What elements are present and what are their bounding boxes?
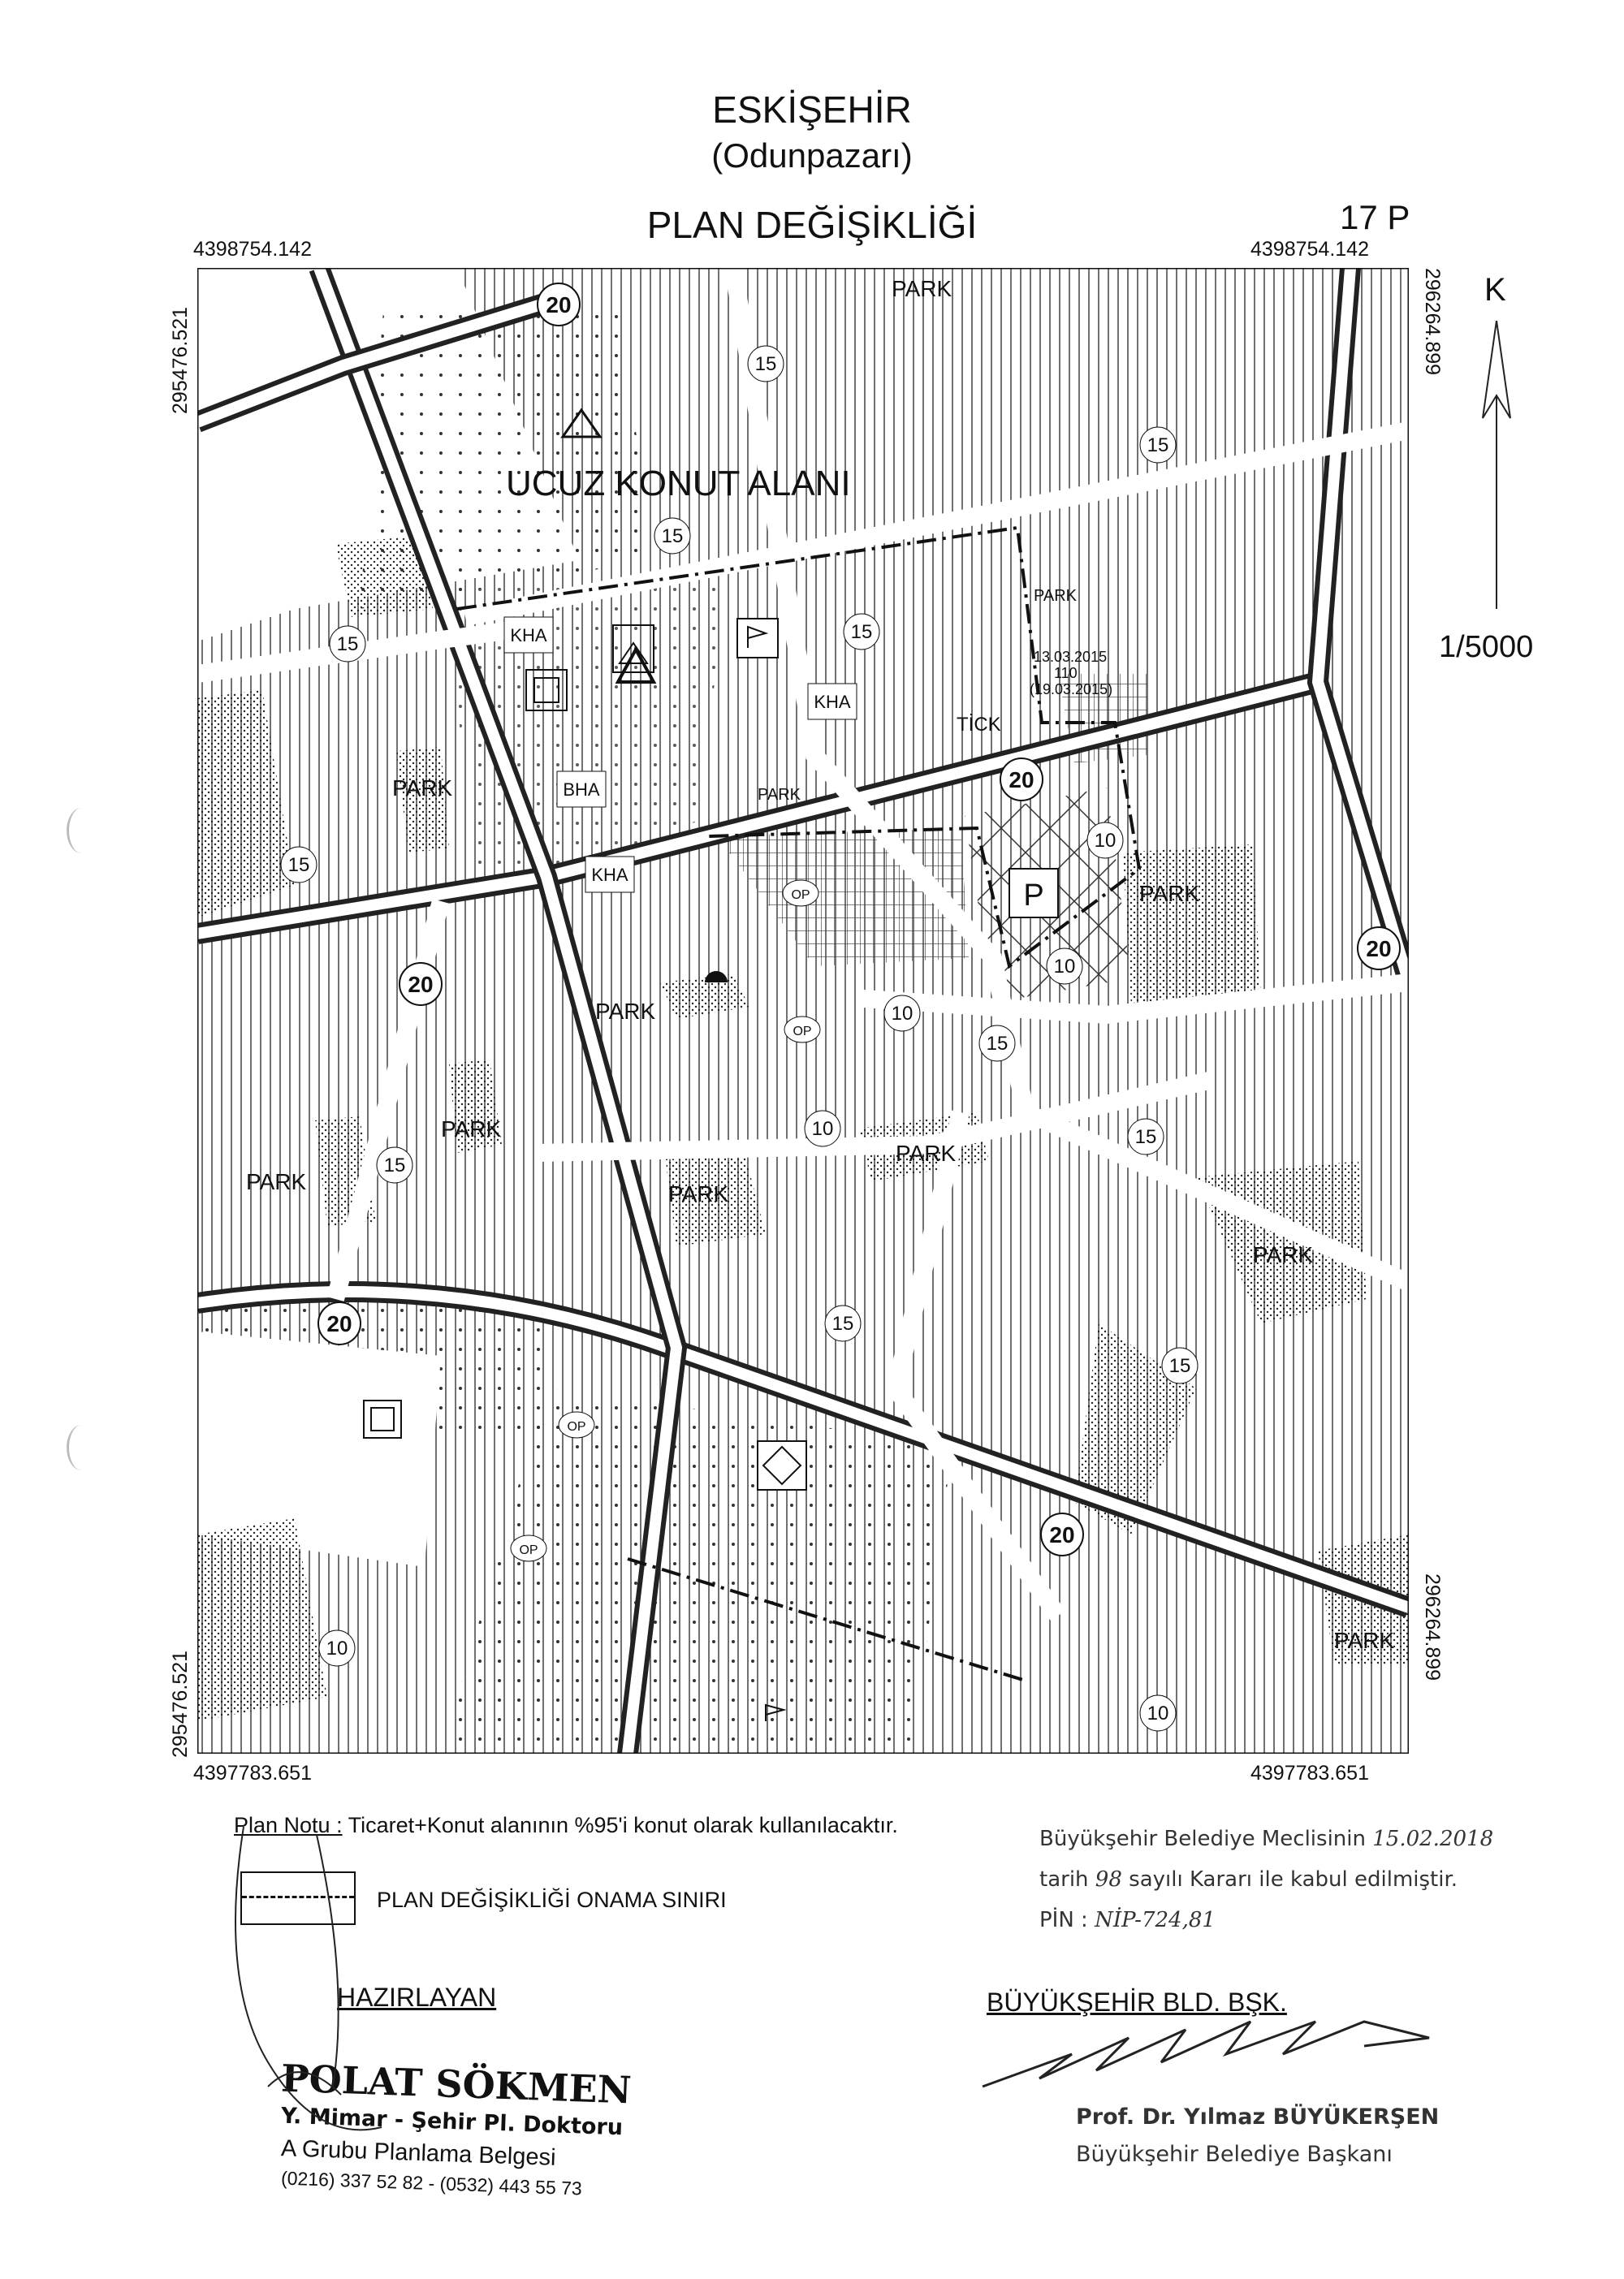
road-width-15 <box>825 1306 861 1341</box>
park-label-12: PARK <box>1034 587 1077 605</box>
plan-map <box>197 268 1409 1754</box>
svg-text:20: 20 <box>546 292 572 317</box>
svg-text:10: 10 <box>1053 956 1076 978</box>
approval-line-2-suffix: sayılı Kararı ile kabul edilmiştir. <box>1129 1867 1458 1892</box>
road-width-20 <box>1041 1513 1083 1556</box>
road-width-20 <box>1358 927 1400 969</box>
road-width-20 <box>1000 758 1043 801</box>
road-width-15 <box>748 346 784 382</box>
coord-top-right: 4398754.142 <box>1250 238 1369 261</box>
parking-box <box>1009 869 1058 917</box>
road-width-15 <box>377 1147 412 1183</box>
mayor-heading: BÜYÜKŞEHİR BLD. BŞK. <box>987 1988 1287 2017</box>
legend-label: PLAN DEĞİŞİKLİĞİ ONAMA SINIRI <box>377 1888 727 1912</box>
svg-text:20: 20 <box>1009 767 1034 792</box>
svg-text:10: 10 <box>326 1638 348 1660</box>
kha-box <box>585 857 634 892</box>
svg-text:P: P <box>1023 878 1044 913</box>
op-badge <box>559 1412 594 1438</box>
approval-pin-hand: NİP-724,81 <box>1095 1908 1216 1932</box>
mayor-name: Prof. Dr. Yılmaz BÜYÜKERŞEN <box>1076 2104 1440 2130</box>
park-label-2: PARK <box>392 775 453 801</box>
coord-left-top: 295476.521 <box>169 306 192 414</box>
op-badge <box>511 1535 546 1561</box>
svg-text:10: 10 <box>891 1003 914 1025</box>
coord-right-top: 296264.899 <box>1421 268 1444 376</box>
preparer-name: POLAT SÖKMEN <box>280 2056 633 2113</box>
park-label-9: PARK <box>896 1141 957 1166</box>
svg-text:OP: OP <box>567 1420 586 1434</box>
svg-text:15: 15 <box>661 525 684 547</box>
road-width-20 <box>318 1302 361 1345</box>
svg-text:OP: OP <box>791 888 810 902</box>
park-label-7: PARK <box>246 1169 307 1194</box>
svg-text:KHA: KHA <box>510 625 547 645</box>
mayor-signature <box>974 2005 1462 2095</box>
svg-text:15: 15 <box>986 1033 1009 1055</box>
mayor-title: Büyükşehir Belediye Başkanı <box>1076 2142 1393 2167</box>
road-width-10 <box>1140 1695 1176 1731</box>
approval-date-hand: 15.02.2018 <box>1372 1827 1494 1851</box>
op-badge <box>784 1016 820 1042</box>
park-label-3: PARK <box>758 786 801 804</box>
preparer-signature <box>219 1819 406 2192</box>
road-width-15 <box>1140 427 1176 463</box>
sheet-number: 17 P <box>1340 198 1410 236</box>
svg-text:15: 15 <box>1147 434 1169 456</box>
road-width-15 <box>654 518 690 554</box>
svg-text:15: 15 <box>850 621 873 643</box>
preparer-phone: (0216) 337 52 82 - (0532) 443 55 73 <box>280 2167 583 2199</box>
svg-text:10: 10 <box>1147 1703 1169 1724</box>
svg-text:15: 15 <box>287 854 310 876</box>
diamond-icon <box>758 1441 806 1490</box>
approval-line-1: Büyükşehir Belediye Meclisinin <box>1039 1827 1366 1851</box>
kha-box <box>504 617 553 653</box>
park-label-8: PARK <box>668 1181 729 1206</box>
city-title: ESKİŞEHİR <box>712 88 912 131</box>
coord-left-bottom: 295476.521 <box>169 1650 192 1758</box>
bha-box <box>557 771 606 807</box>
svg-text:15: 15 <box>754 353 777 375</box>
op-badge <box>783 880 818 906</box>
park-label-10: PARK <box>1253 1242 1314 1267</box>
svg-text:15: 15 <box>336 633 359 655</box>
svg-text:20: 20 <box>1049 1522 1075 1547</box>
approval-number-hand: 98 <box>1095 1867 1122 1892</box>
preparer-title-1: Y. Mimar - Şehir Pl. Doktoru <box>280 2103 624 2141</box>
park-label-4: PARK <box>1139 881 1200 906</box>
change-note-line-1: 13.03.2015 <box>1034 649 1108 665</box>
park-label-11: PARK <box>1334 1628 1395 1653</box>
approval-pin-label: PİN : <box>1039 1908 1088 1932</box>
coord-right-bottom: 296264.899 <box>1421 1573 1444 1681</box>
road-width-10 <box>1087 822 1123 858</box>
road-width-15 <box>1162 1348 1198 1383</box>
plan-note-text: Ticaret+Konut alanının %95'i konut olarak kullanılacaktır. <box>348 1813 898 1837</box>
change-note-line-2: 110 <box>1054 665 1078 681</box>
svg-text:10: 10 <box>811 1118 834 1140</box>
punch-hole-mark <box>67 808 97 853</box>
park-label-5: PARK <box>595 999 656 1024</box>
road-width-10 <box>805 1111 840 1146</box>
svg-text:15: 15 <box>831 1313 854 1335</box>
coord-top-left: 4398754.142 <box>193 238 312 261</box>
svg-text:BHA: BHA <box>563 779 600 800</box>
road-width-15 <box>979 1025 1015 1061</box>
road-width-10 <box>884 995 920 1031</box>
road-width-10 <box>1047 948 1082 984</box>
svg-text:OP: OP <box>793 1025 812 1038</box>
svg-text:KHA: KHA <box>814 692 851 712</box>
plan-title: PLAN DEĞİŞİKLİĞİ <box>646 204 978 246</box>
preparer-title-2: A Grubu Planlama Belgesi <box>280 2135 557 2171</box>
svg-text:10: 10 <box>1094 830 1116 852</box>
svg-text:KHA: KHA <box>591 865 628 885</box>
change-note-line-3: (19.03.2015) <box>1030 681 1113 697</box>
road-width-15 <box>844 614 879 650</box>
svg-text:OP: OP <box>519 1543 538 1557</box>
preparer-heading: HAZIRLAYAN <box>337 1983 497 2012</box>
road-width-15 <box>330 626 365 662</box>
road-width-15 <box>1128 1119 1164 1155</box>
park-label-1: PARK <box>892 276 952 301</box>
ticaret-label: TİCK <box>957 714 1001 736</box>
svg-text:20: 20 <box>408 972 434 997</box>
road-width-15 <box>281 847 317 883</box>
punch-hole-mark <box>67 1425 97 1470</box>
north-arrow-icon <box>1478 321 1515 613</box>
svg-text:20: 20 <box>1366 936 1392 961</box>
road-width-20 <box>400 963 442 1005</box>
approval-line-2-prefix: tarih <box>1039 1867 1089 1892</box>
plan-note-label: Plan Notu : <box>234 1813 343 1837</box>
road-width-20 <box>538 283 580 326</box>
area-label: UCUZ KONUT ALANI <box>506 464 851 503</box>
svg-text:20: 20 <box>326 1311 352 1336</box>
road-width-10 <box>319 1630 355 1666</box>
kha-box <box>808 684 857 719</box>
coord-bottom-left: 4397783.651 <box>193 1762 312 1785</box>
park-label-6: PARK <box>441 1116 502 1142</box>
svg-text:15: 15 <box>1168 1355 1191 1377</box>
flag-icon <box>737 619 778 658</box>
coord-bottom-right: 4397783.651 <box>1250 1762 1369 1785</box>
north-label: K <box>1484 272 1506 308</box>
scale-label: 1/5000 <box>1439 630 1534 664</box>
svg-text:15: 15 <box>1134 1126 1157 1148</box>
svg-text:15: 15 <box>383 1155 406 1176</box>
district-subtitle: (Odunpazarı) <box>711 136 913 175</box>
